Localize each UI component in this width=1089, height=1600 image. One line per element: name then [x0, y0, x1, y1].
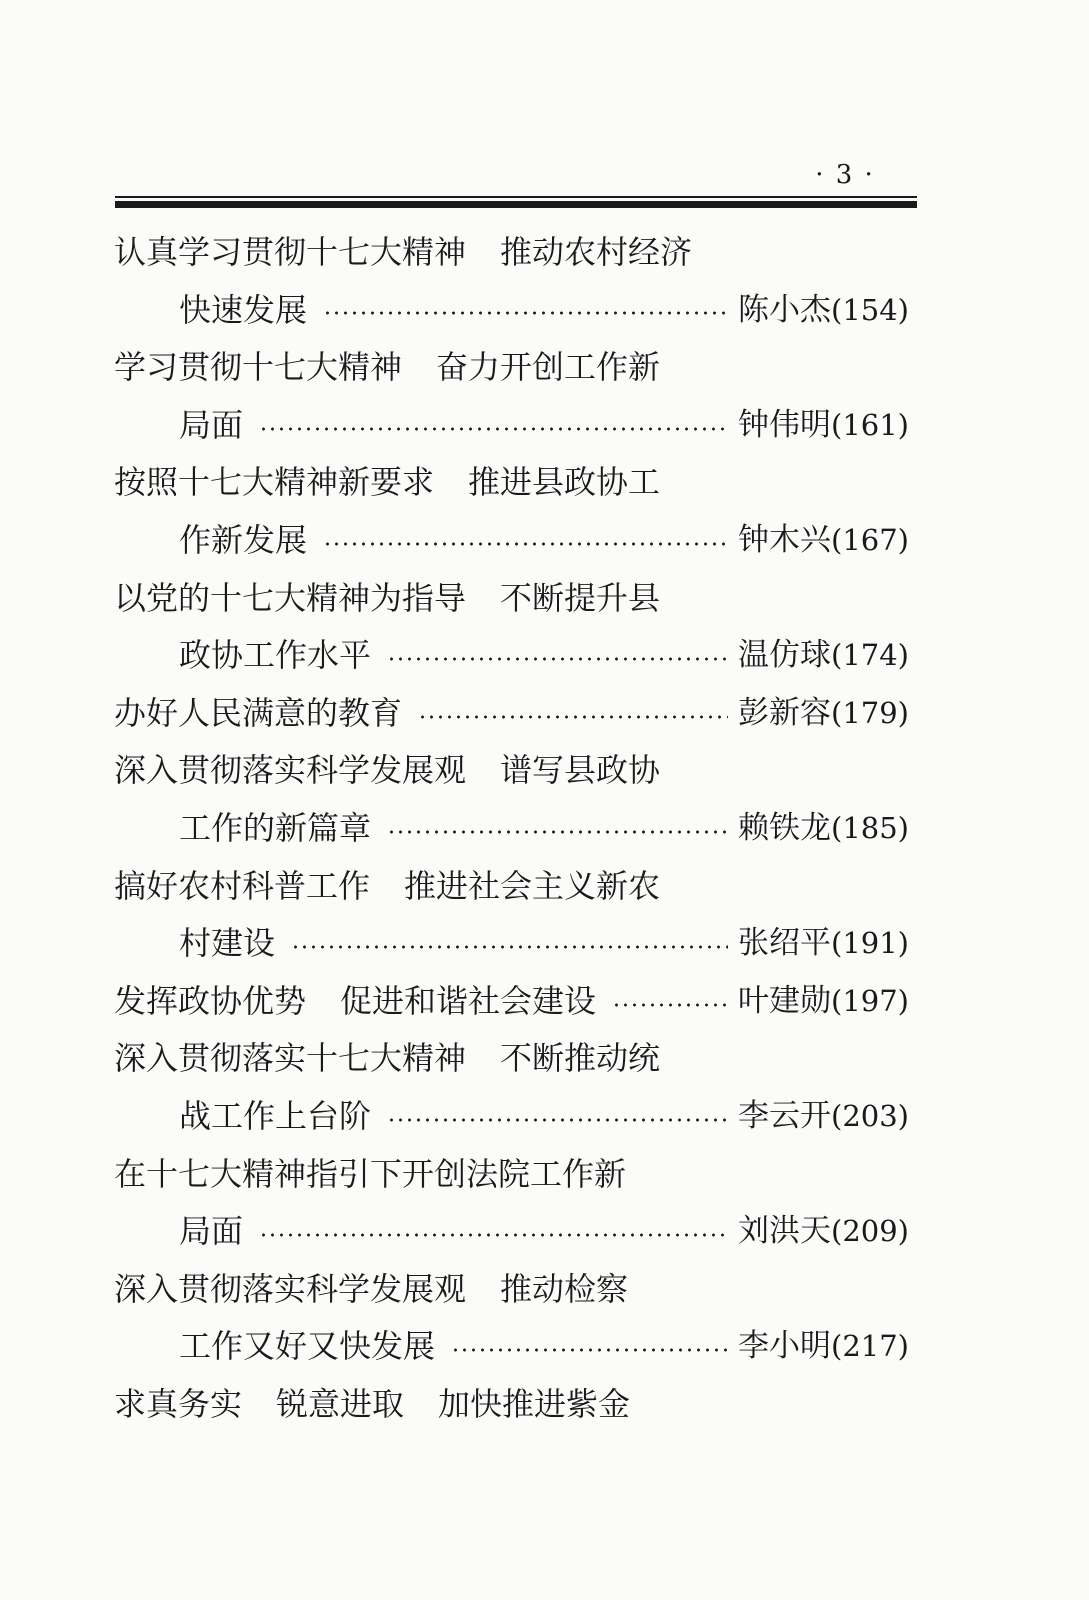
- toc-entry-author: 李云开: [738, 1097, 831, 1134]
- toc-entry-author-page: [738, 512, 914, 570]
- toc-entry: [114, 454, 914, 569]
- toc-entry-author-page: [738, 915, 914, 973]
- toc-entry-author-page: [738, 800, 914, 858]
- toc-entry-title-line: [114, 1261, 914, 1319]
- toc-entry-title-line: [114, 1030, 914, 1088]
- dot-leader: [387, 830, 728, 834]
- toc-entry-author: 钟木兴: [738, 521, 831, 558]
- toc-entry-page: (217): [831, 1329, 909, 1364]
- header-rule-thin: [115, 196, 917, 198]
- toc-entry-title-line: [114, 1146, 914, 1204]
- toc-entry-author-page: [738, 282, 914, 340]
- toc-entry-author: 钟伟明: [738, 406, 831, 443]
- toc-entry: [114, 1146, 914, 1261]
- toc-entry-title: [114, 570, 660, 628]
- toc-entry-title-continuation: 战工作上台阶: [179, 1096, 372, 1135]
- toc-entry-title-line: [114, 339, 914, 397]
- toc-entry: [114, 685, 914, 743]
- toc-entry-continuation-line: [114, 627, 914, 685]
- toc-entry-author: 刘洪天: [738, 1213, 831, 1250]
- title-part: 促进和谐社会建设: [340, 981, 597, 1020]
- toc-entry-title: [114, 339, 660, 397]
- dot-leader: [323, 311, 728, 315]
- toc-entry-title-continuation: 局面: [179, 1212, 244, 1251]
- toc-entry-page: (185): [831, 810, 909, 845]
- toc-entry-author: 温仿球: [738, 637, 831, 674]
- toc-entry-author: 李小明: [738, 1328, 831, 1365]
- toc-entry-title-continuation: 政协工作水平: [179, 636, 372, 675]
- toc-entry-author-page: [738, 397, 914, 455]
- toc-entry-continuation-line: [114, 1088, 914, 1146]
- toc-entry-page: (161): [831, 407, 909, 442]
- dot-leader: [612, 1003, 728, 1007]
- toc-entry-title: [114, 973, 596, 1031]
- title-part: 认真学习贯彻十七大精神: [114, 233, 467, 271]
- title-part: 锐意进取: [276, 1384, 405, 1423]
- toc-entry-title: [114, 224, 692, 282]
- dot-leader: [418, 715, 728, 719]
- toc-entry-title: [114, 1261, 628, 1319]
- toc-entry-author: 赖铁龙: [738, 809, 831, 846]
- toc-entry-title: 在十七大精神指引下开创法院工作新: [114, 1154, 627, 1193]
- title-part: 以党的十七大精神为指导: [114, 578, 467, 617]
- toc-entry-title: 办好人民满意的教育: [114, 693, 403, 732]
- toc-entry-title: [114, 742, 660, 800]
- toc-entry-author-page: [738, 1088, 914, 1146]
- toc-entry-title-line: [114, 570, 914, 628]
- dot-leader: [387, 657, 728, 661]
- toc-entry-page: (174): [831, 638, 909, 673]
- dot-leader: [387, 1118, 728, 1122]
- toc-entry-title-line: [114, 1376, 914, 1434]
- toc-entry-page: (191): [831, 926, 909, 961]
- toc-entry-title-line: [114, 858, 914, 916]
- toc-entry-author-page: [738, 973, 914, 1031]
- dot-leader: [291, 945, 728, 949]
- title-part: 加快推进紫金: [438, 1384, 631, 1423]
- toc-entry-continuation-line: [114, 397, 914, 455]
- toc-entry-author-page: [738, 685, 914, 743]
- toc-entry-page: (154): [831, 292, 909, 327]
- toc-entry-author-page: [738, 627, 914, 685]
- title-part: 学习贯彻十七大精神: [114, 348, 403, 387]
- toc-entry: [114, 1261, 914, 1376]
- toc-entry: [114, 570, 914, 685]
- title-part: 按照十七大精神新要求: [114, 463, 435, 502]
- toc-entry-title-line: [114, 973, 914, 1031]
- toc-entry-title-line: [114, 224, 914, 282]
- title-part: 推进县政协工: [468, 463, 661, 502]
- toc-entry-author-page: [738, 1203, 914, 1261]
- toc-entry-title: [114, 1376, 630, 1434]
- toc-entry-continuation-line: [114, 1318, 914, 1376]
- dot-leader: [451, 1348, 728, 1352]
- title-part: 求真务实: [114, 1384, 243, 1423]
- toc-entry: [114, 1376, 914, 1434]
- toc-entry-title-continuation: 工作的新篇章: [179, 808, 372, 847]
- title-part: 推动农村经济: [500, 233, 693, 271]
- title-part: 不断提升县: [500, 578, 661, 617]
- toc-entry-continuation-line: [114, 512, 914, 570]
- title-part: 不断推动统: [500, 1039, 661, 1078]
- toc-entry-title-continuation: 局面: [179, 405, 244, 444]
- toc-entry: [114, 973, 914, 1031]
- toc-entry-title-continuation: 工作又好又快发展: [179, 1327, 436, 1366]
- title-part: 发挥政协优势: [114, 981, 307, 1020]
- toc-entry-author: 陈小杰: [738, 291, 831, 328]
- toc-entry-page: (203): [831, 1098, 909, 1133]
- toc-entry-title-continuation: 快速发展: [179, 290, 308, 329]
- toc-entry-page: (167): [831, 522, 909, 557]
- toc-entry-title: [114, 858, 660, 916]
- header-rule-thick: [115, 201, 917, 208]
- dot-leader: [323, 542, 728, 546]
- toc-entry-author: 彭新容: [738, 694, 831, 731]
- title-part: 深入贯彻落实科学发展观: [114, 751, 467, 790]
- toc-entry: [114, 742, 914, 857]
- toc-entry-title: [114, 454, 660, 512]
- toc-entry: [114, 224, 914, 339]
- toc-entry-author: 叶建勋: [738, 982, 831, 1019]
- toc-entry: [114, 339, 914, 454]
- title-part: 搞好农村科普工作: [114, 866, 371, 905]
- page-number: · 3 ·: [815, 160, 875, 190]
- dot-leader: [259, 427, 728, 431]
- toc-entry: [114, 1030, 914, 1145]
- toc-entry-author: 张绍平: [738, 925, 831, 962]
- toc-entry-page: (179): [831, 695, 909, 730]
- toc-entry: [114, 858, 914, 973]
- toc-entry-page: (197): [831, 983, 909, 1018]
- title-part: 深入贯彻落实科学发展观: [114, 1269, 467, 1308]
- toc-entry-title-line: [114, 454, 914, 512]
- toc-entry-title-line: [114, 685, 914, 743]
- title-part: 推进社会主义新农: [404, 866, 661, 905]
- toc-entry-continuation-line: [114, 1203, 914, 1261]
- toc-entry-title: [114, 1030, 660, 1088]
- toc-entry-continuation-line: [114, 915, 914, 973]
- dot-leader: [259, 1233, 728, 1237]
- table-of-contents: [114, 224, 914, 1433]
- toc-entry-continuation-line: [114, 800, 914, 858]
- title-part: 推动检察: [500, 1269, 629, 1308]
- toc-entry-continuation-line: [114, 282, 914, 340]
- title-part: 奋力开创工作新: [436, 348, 661, 387]
- toc-entry-title-line: [114, 742, 914, 800]
- title-part: 谱写县政协: [500, 751, 661, 790]
- toc-entry-author-page: [738, 1318, 914, 1376]
- toc-entry-title-continuation: 村建设: [179, 924, 276, 963]
- toc-entry-title-continuation: 作新发展: [179, 520, 308, 559]
- toc-entry-page: (209): [831, 1214, 909, 1249]
- title-part: 深入贯彻落实十七大精神: [114, 1039, 467, 1078]
